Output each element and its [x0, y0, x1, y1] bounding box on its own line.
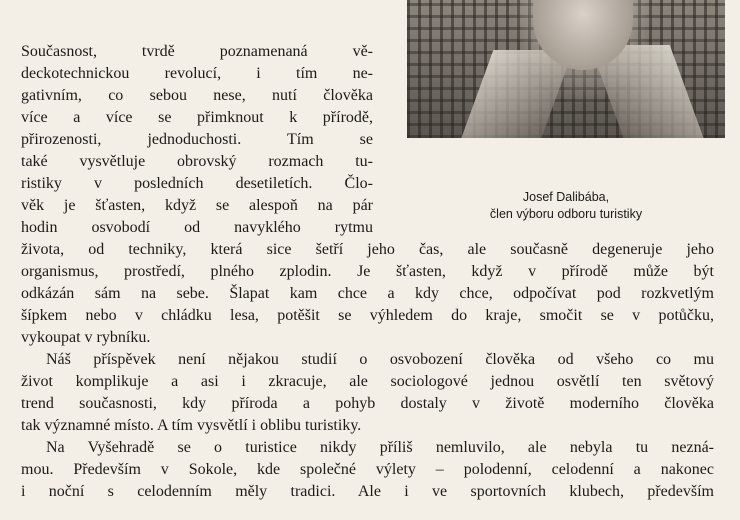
- text-line: vykoupat v rybníku.: [21, 329, 151, 346]
- text-line: tak významné místo. A tím vysvětlí i oblibu turistiky.: [21, 417, 362, 434]
- photo-caption-name: Josef Dalibába,: [522, 190, 610, 204]
- text-line: trend současnosti, kdy příroda a pohyb dostaly v životě moderního člověka: [21, 395, 714, 412]
- text-line: ristiky v posledních desetiletích. Člo-: [21, 175, 373, 192]
- text-line: přirozenosti, jednoduchosti. Tím se: [21, 131, 373, 148]
- photo-caption-role: člen výboru odboru turistiky: [489, 207, 643, 221]
- text-line: Současnost, tvrdě poznamenaná vě-: [21, 43, 373, 60]
- text-line: i noční s celodenním měly tradici. Ale i ve sportovních klubech, především: [21, 483, 714, 500]
- text-line: hodin osvobodí od navyklého rytmu: [21, 219, 373, 236]
- text-line: gativním, co sebou nese, nutí člověka: [21, 87, 373, 104]
- portrait-photo: [407, 0, 725, 138]
- shirt-collar-left: [461, 50, 574, 138]
- text-line: více a více se přimknout k přírodě,: [21, 109, 373, 126]
- text-line: život komplikuje a asi i zkracuje, ale sociologové jednou osvětlí ten světový: [21, 373, 714, 390]
- text-line: života, od techniky, která sice šetří jeho čas, ale současně degeneruje jeho: [21, 241, 714, 258]
- text-line: věk je šťasten, když se alespoň na pár: [21, 197, 373, 214]
- text-line: odkázán sám na sebe. Šlapat kam chce a kdy chce, odpočívat pod rozkvetlým: [21, 285, 714, 302]
- text-line: také vysvětluje obrovský rozmach tu-: [21, 153, 373, 170]
- text-line: šípkem nebo v chládku lesa, potěšit se výhledem do kraje, smočit se v potůčku,: [21, 307, 714, 324]
- text-line: Náš příspěvek není nějakou studií o osvobození člověka od všeho co mu: [46, 351, 714, 368]
- text-line: deckotechnickou revolucí, i tím ne-: [21, 65, 373, 82]
- text-line: Na Vyšehradě se o turistice nikdy příliš nemluvilo, ale nebyla tu nezná-: [46, 439, 714, 456]
- text-line: mou. Především v Sokole, kde společné výlety – polodenní, celodenní a nakonec: [21, 461, 714, 478]
- text-line: organismus, prostředí, plného zplodin. Je šťasten, když v přírodě může být: [21, 263, 714, 280]
